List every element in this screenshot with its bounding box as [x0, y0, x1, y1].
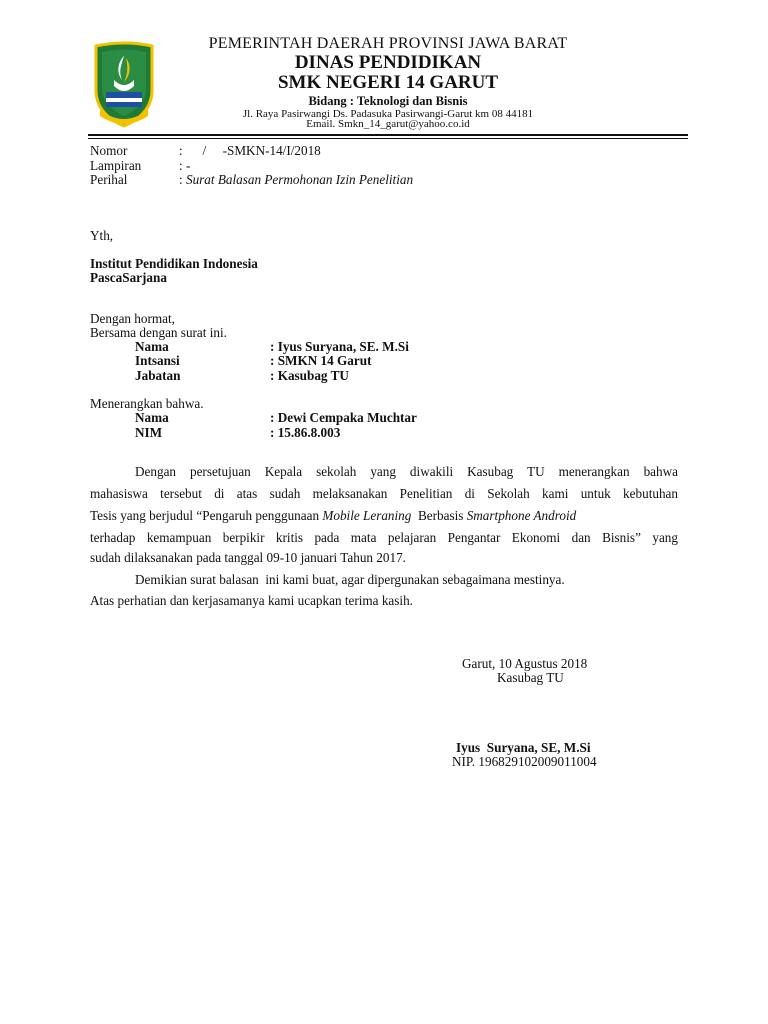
- signature-nip: NIP. 196829102009011004: [452, 754, 597, 769]
- closing-line-1: Demikian surat balasan ini kami buat, agar dipergunakan sebagaimana mestinya.: [135, 572, 565, 587]
- signer-position-label: Jabatan: [135, 368, 181, 383]
- letterhead-field: Bidang : Teknologi dan Bisnis: [308, 94, 468, 108]
- closing-line-2: Atas perhatian dan kerjasamanya kami ucapkan terima kasih.: [90, 593, 413, 608]
- letterhead-address: Jl. Raya Pasirwangi Ds. Padasuka Pasirwangi-Garut km 08 44181: [242, 108, 534, 120]
- signer-name-label: Nama: [135, 339, 169, 354]
- body-line-4: terhadap kemampuan berpikir kritis pada mata pelajaran Pengantar Ekonomi dan Bisnis” yang: [90, 530, 678, 545]
- header-divider-thick: [88, 134, 688, 136]
- body-line-1: Dengan persetujuan Kepala sekolah yang diwakili Kasubag TU menerangkan bahwa: [135, 464, 678, 479]
- lampiran-label: Lampiran: [90, 158, 142, 173]
- perihal-value: Surat Balasan Permohonan Izin Penelitian: [185, 172, 414, 187]
- lampiran-value: : -: [179, 158, 191, 173]
- body-line-3-a: Tesis yang berjudul “Pengaruh penggunaan: [90, 508, 323, 523]
- provincial-emblem-logo: [92, 40, 156, 128]
- student-nim-value: : 15.86.8.003: [270, 425, 341, 440]
- body-line-3-b: Mobile Leraning: [322, 508, 412, 523]
- body-line-3-c: Berbasis: [411, 508, 467, 523]
- header-divider-thin: [88, 138, 688, 139]
- signer-institution-label: Intsansi: [135, 353, 180, 368]
- signature-position: Kasubag TU: [497, 670, 564, 685]
- salutation: Yth,: [90, 228, 114, 243]
- letterhead-government: PEMERINTAH DAERAH PROVINSI JAWA BARAT: [208, 35, 568, 52]
- nomor-value: : / -SMKN-14/I/2018: [179, 143, 321, 158]
- intro-text: Bersama dengan surat ini.: [90, 325, 227, 340]
- body-line-2: mahasiswa tersebut di atas sudah melaksanakan Penelitian di Sekolah kami untuk kebutuhan: [90, 486, 678, 501]
- body-line-3: [90, 508, 576, 524]
- perihal-label: Perihal: [90, 172, 128, 187]
- perihal-row: [179, 172, 413, 188]
- student-name-value: : Dewi Cempaka Muchtar: [270, 410, 417, 425]
- signature-name: Iyus Suryana, SE, M.Si: [456, 740, 591, 755]
- body-line-3-d: Smartphone Android: [466, 508, 577, 523]
- letterhead-email: Email. Smkn_14_garut@yahoo.co.id: [306, 118, 470, 130]
- states-text: Menerangkan bahwa.: [90, 396, 204, 411]
- letterhead-school: SMK NEGERI 14 GARUT: [277, 72, 499, 93]
- student-nim-label: NIM: [135, 425, 163, 440]
- body-line-5: sudah dilaksanakan pada tanggal 09-10 januari Tahun 2017.: [90, 550, 406, 565]
- perihal-colon: :: [179, 172, 186, 187]
- signature-place-date: Garut, 10 Agustus 2018: [462, 656, 588, 671]
- nomor-label: Nomor: [90, 143, 128, 158]
- student-name-label: Nama: [135, 410, 169, 425]
- signer-name-value: : Iyus Suryana, SE. M.Si: [270, 339, 409, 354]
- signer-institution-value: : SMKN 14 Garut: [270, 353, 372, 368]
- signer-position-value: : Kasubag TU: [270, 368, 349, 383]
- recipient-institution: Institut Pendidikan Indonesia: [90, 256, 258, 271]
- greeting: Dengan hormat,: [90, 311, 175, 326]
- letterhead-department: DINAS PENDIDIKAN: [294, 52, 482, 73]
- recipient-program: PascaSarjana: [90, 270, 167, 285]
